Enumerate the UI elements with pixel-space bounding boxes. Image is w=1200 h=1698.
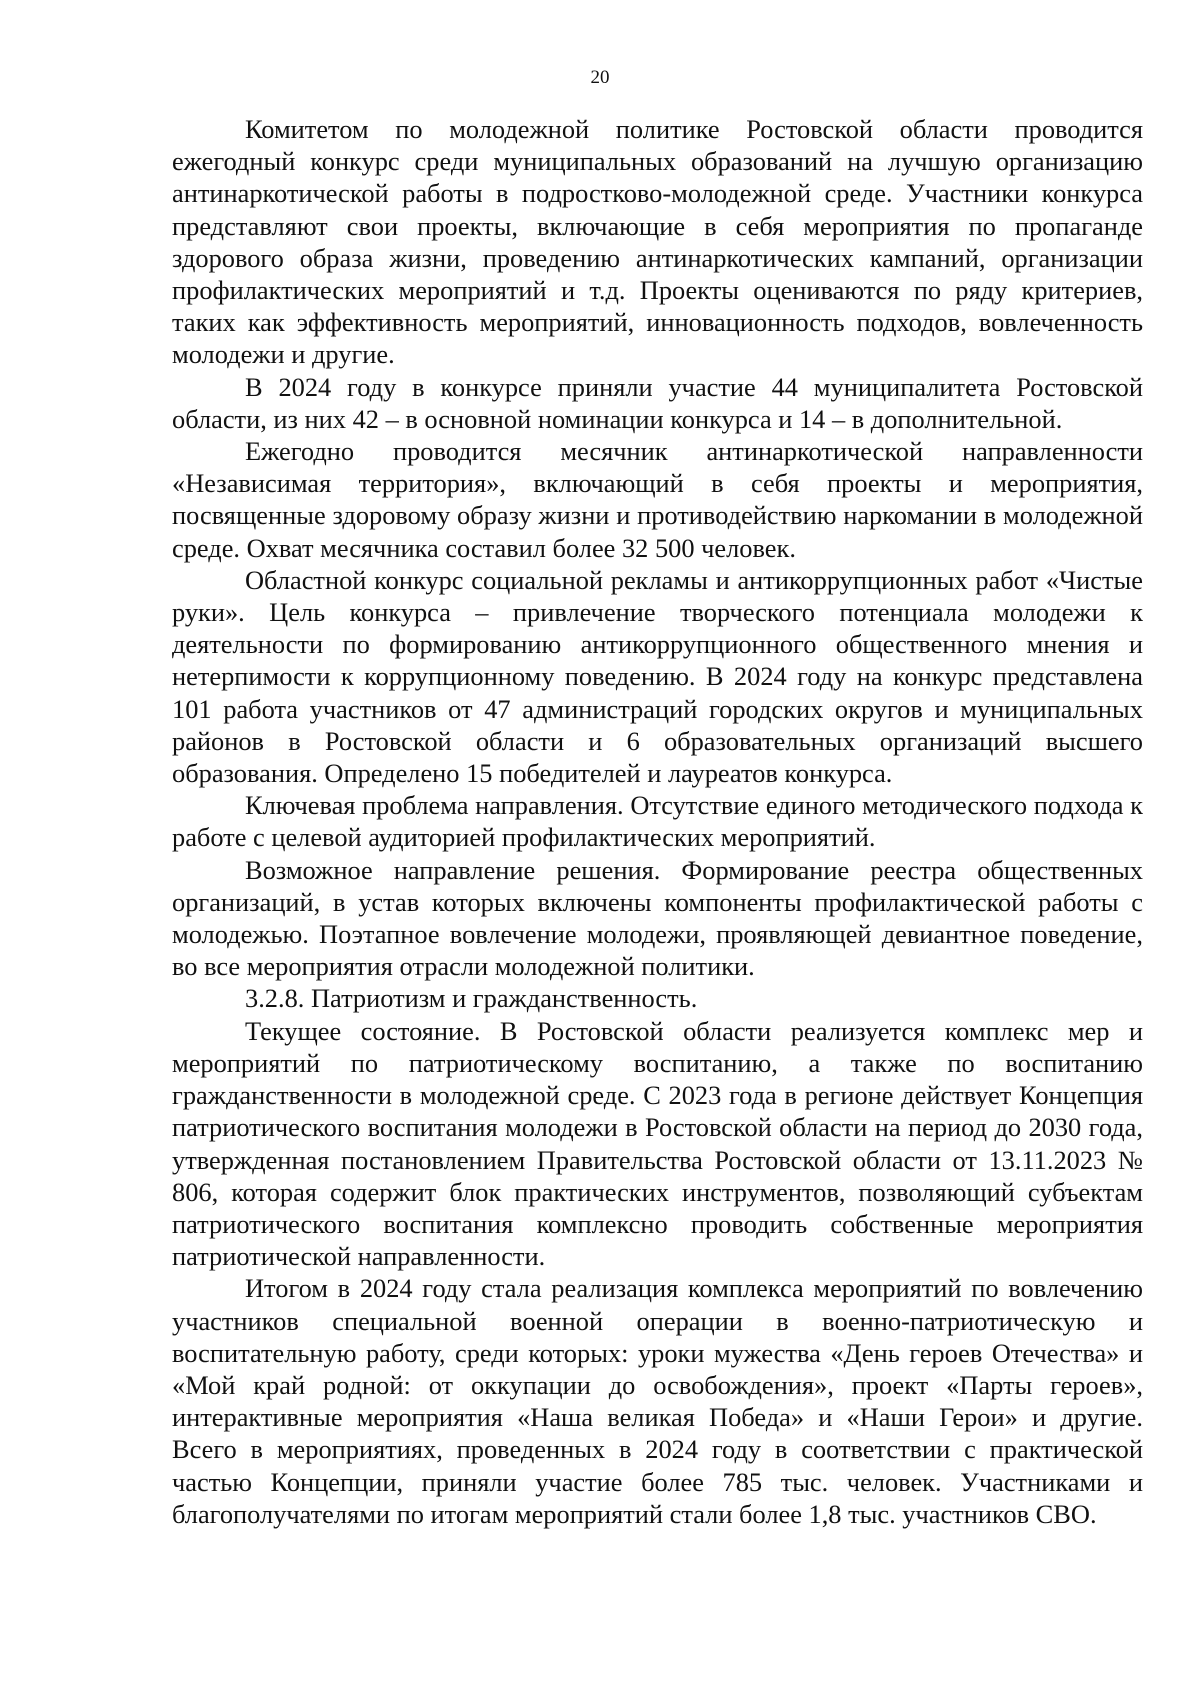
paragraph-possible-solution: Возможное направление решения. Формирование реестра общественных организаций, в устав которых включены компоненты профилактической работы с молодежью. Поэтапное вовлечение молодежи, проявляющей девиантное поведение, во все мероприятия отрасли молодежной политики.: [172, 854, 1143, 982]
section-heading-patriotism: 3.2.8. Патриотизм и гражданственность.: [245, 983, 698, 1014]
paragraph-contest-participants: В 2024 году в конкурсе приняли участие 44 муниципалитета Ростовской области, из них 42 – в основной номинации конкурса и 14 – в дополнительной.: [172, 371, 1143, 434]
paragraph-antidrug-contest: Комитетом по молодежной политике Ростовской области проводится ежегодный конкурс среди муниципальных образований на лучшую организацию антинаркотической работы в подростково-молодежной среде. Участники конкурса представляют свои проекты, включающие в себя мероприятия по пропаганде здорового образа жизни, проведению антинаркотических кампаний, организации профилактических мероприятий и т.д. Проекты оцениваются по ряду критериев, таких как эффективность мероприятий, инновационность подходов, вовлеченность молодежи и другие.: [172, 114, 1143, 370]
document-body: [172, 113, 1143, 1530]
paragraph-key-problem: Ключевая проблема направления. Отсутствие единого методического подхода к работе с целевой аудиторией профилактических мероприятий.: [172, 790, 1143, 853]
paragraph-results-2024: Итогом в 2024 году стала реализация комплекса мероприятий по вовлечению участников специальной военной операции в военно-патриотическую и воспитательную работу, среди которых: уроки мужества «День героев Отечества» и «Мой край родной: от оккупации до освобождения», проект «Парты героев», интерактивные мероприятия «Наша великая Победа» и «Наши Герои» и другие. Всего в мероприятиях, проведенных в 2024 году в соответствии с практической частью Концепции, приняли участие более 785 тыс. человек. Участниками и благополучателями по итогам мероприятий стали более 1,8 тыс. участников СВО.: [172, 1273, 1143, 1529]
paragraph-current-state: Текущее состояние. В Ростовской области реализуется комплекс мер и мероприятий по патриотическому воспитанию, а также по воспитанию гражданственности в молодежной среде. С 2023 года в регионе действует Концепция патриотического воспитания молодежи в Ростовской области на период до 2030 года, утвержденная постановлением Правительства Ростовской области от 13.11.2023 № 806, которая содержит блок практических инструментов, позволяющий субъектам патриотического воспитания комплексно проводить собственные мероприятия патриотической направленности.: [172, 1015, 1143, 1272]
page-number: 20: [590, 67, 610, 88]
paragraph-independent-territory: Ежегодно проводится месячник антинаркотической направленности «Независимая территория», включающий в себя проекты и мероприятия, посвященные здоровому образу жизни и противодействию наркомании в молодежной среде. Охват месячника составил более 32 500 человек.: [172, 436, 1143, 563]
paragraph-clean-hands-contest: Областной конкурс социальной рекламы и антикоррупционных работ «Чистые руки». Цель конкурса – привлечение творческого потенциала молодежи к деятельности по формированию антикоррупционного общественного мнения и нетерпимости к коррупционному поведению. В 2024 году на конкурс представлена 101 работа участников от 47 администраций городских округов и муниципальных районов в Ростовской области и 6 образовательных организаций высшего образования. Определено 15 победителей и лауреатов конкурса.: [172, 564, 1143, 789]
